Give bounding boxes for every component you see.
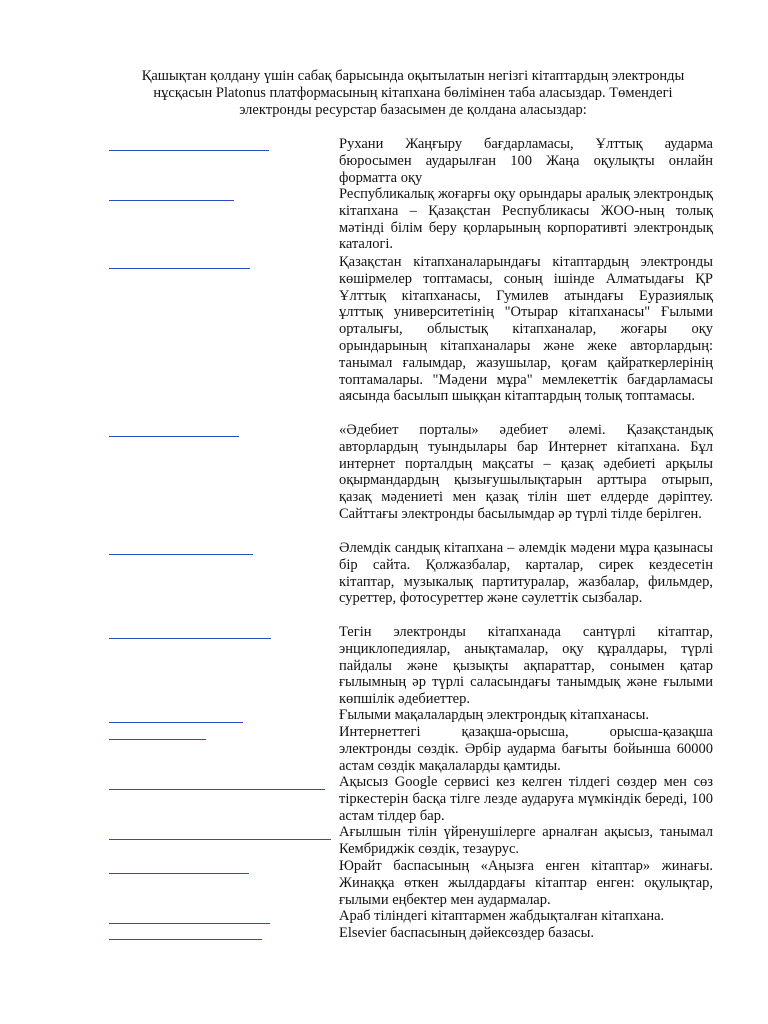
resource-description-5: Әлемдік сандық кітапхана – әлемдік мәдени мұра қазынасы бір сайта. Қолжазбалар, карталар, сирек кездесетін кітаптар, музыкалық партитуралар, жазбалар, фильмдер, суреттер, фотосуреттер және сәулеттік сызбалар. <box>339 540 713 607</box>
intro-paragraph: Қашықтан қолдану үшін сабақ барысында оқытылатын негізгі кітаптардың электронды нұсқасын Platonus платформасының кітапхана бөлімінен таба аласыздар. Төмендегі электронды ресурстар базасымен де қолдана аласыздар: <box>141 68 685 118</box>
resource-link-2[interactable] <box>109 200 234 201</box>
resource-link-5[interactable] <box>109 554 253 555</box>
resource-description-11: Юрайт баспасының «Аңызға енген кітаптар» жинағы. Жинаққа өткен жылдардағы кітаптар енген: оқулықтар, ғылыми еңбектер мен аудармалар. <box>339 858 713 908</box>
resource-description-7: Ғылыми мақалалардың электрондық кітапханасы. <box>339 707 649 723</box>
resource-description-12: Араб тіліндегі кітаптармен жабдықталған кітапхана. <box>339 908 665 924</box>
resource-link-12[interactable] <box>109 923 270 924</box>
resource-link-6[interactable] <box>109 638 271 639</box>
resource-link-8[interactable] <box>109 739 206 740</box>
resource-description-3: Қазақстан кітапханаларындағы кітаптардың электронды көшірмелер топтамасы, соның ішінде Алматыдағы ҚР Ұлттық кітапханасы, Гумилев атындағы Еуразиялық ұлттық университетінің "Отырар кітапханасы" Ғылыми орталығы, облыстық кітапханалар, жоғары оқу орындарының кітапханалары және жеке авторлардың: танымал ғалымдар, жазушылар, қоғам қайраткерлерінің топтамалары. "Мәдени мұра" мемлекеттік бағдарламасы аясында басылып шыққан кітаптардың толық топтамасы. <box>339 254 713 405</box>
resource-link-1[interactable] <box>109 150 269 151</box>
resource-description-9: Ақысыз Google сервисі кез келген тілдегі сөздер мен сөз тіркестерін басқа тілге лезде аударуға мүмкіндік береді, 100 астам тілдер бар. <box>339 774 713 824</box>
resource-link-7[interactable] <box>109 722 243 723</box>
resource-description-2: Республикалық жоғарғы оқу орындары аралық электрондық кітапхана – Қазақстан Республикасы ЖОО-ның толық мәтінді білім беру қорларының корпоративті электрондық каталогі. <box>339 186 713 253</box>
resource-link-9[interactable] <box>109 789 325 790</box>
resource-description-1: Рухани Жаңғыру бағдарламасы, Ұлттық аударма бюросымен аударылған 100 Жаңа оқулықты онлайн форматта оқу <box>339 136 713 186</box>
resource-link-3[interactable] <box>109 268 250 269</box>
resource-link-13[interactable] <box>109 939 262 940</box>
resource-description-8: Интернеттегі қазақша-орысша, орысша-қазақша электронды сөздік. Әрбір аударма бағыты бойынша 60000 астам сөздік мақалаларды қамтиды. <box>339 724 713 774</box>
resource-link-10[interactable] <box>109 839 331 840</box>
resource-description-13: Elsevier баспасының дәйексөздер базасы. <box>339 925 594 941</box>
resource-description-10: Ағылшын тілін үйренушілерге арналған ақысыз, танымал Кембриджік сөздік, тезаурус. <box>339 824 713 857</box>
resource-link-11[interactable] <box>109 873 249 874</box>
resource-description-6: Тегін электронды кітапханада сантүрлі кітаптар, энциклопедиялар, анықтамалар, оқу құралдары, түрлі пайдалы және қызықты ақпараттар, сонымен қатар ғылымның әр түрлі саласындағы танымдық және ғылыми көпшілік әдебиеттер. <box>339 624 713 708</box>
resource-link-4[interactable] <box>109 436 239 437</box>
resource-description-4: «Әдебиет порталы» әдебиет әлемі. Қазақстандық авторлардың туындылары бар Интернет кітапхана. Бұл интернет порталдың мақсаты – қазақ әдебиеті арқылы оқырмандардың қызығушылықтарын арттыра отырып, қазақ мәдениеті мен қазақ тілін шет елдерде дәріптеу. Сайттағы электронды басылымдар әр түрлі тілде берілген. <box>339 422 713 522</box>
